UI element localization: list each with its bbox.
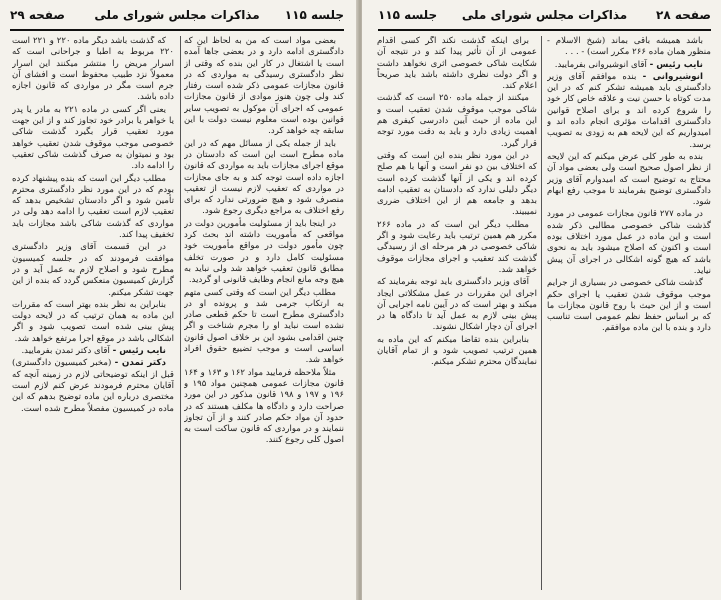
right-page-left-column bbox=[377, 36, 537, 592]
speaker-note: (مخبر کمیسیون دادگستری) bbox=[12, 358, 112, 369]
paragraph: بنابراین بنده تقاضا میکنم که این ماده به همین ترتیب تصویب شود و از تمام آقایان نمایندگان محترم تشکر میکنم. bbox=[377, 334, 537, 368]
left-page-number: صفحه ۲۹ bbox=[10, 8, 65, 22]
left-page bbox=[0, 0, 358, 600]
paragraph: میکنند از جمله ماده ۲۵۰ است که گذشت شاکی موجب موقوف شدن تعقیب است و این ماده از حیث آیین دادرسی کیفری هم اهمیت زیادی دارد و باید به دقت مورد توجه قرار گیرد. bbox=[377, 93, 537, 149]
paragraph: در این مورد نظر بنده این است که وقتی که اختلاف بین دو نفر است و آنها با هم صلح کرده اند و یکی از آنها گذشت کرده است دیگر دلیلی ندارد که دادستان به تعقیب ادامه بدهد و جامعه هم از این اختلاف ضرری نمیبیند. bbox=[377, 150, 537, 218]
speaker-name: نایب رئیس - bbox=[112, 346, 166, 357]
speaker-text: بنده موافقم آقای وزیر دادگستری باید همیشه تشکر کنم که در این مدت کوتاه با حسن نیت و علاقه خاص کار خود را شروع کرده اند و برای اصلاح قوانین دادگستری اقدامات مؤثری انجام داده اند و امیدواریم که این لایحه هم به زودی به تصویب برسد. bbox=[547, 71, 711, 150]
right-page-number: صفحه ۲۸ bbox=[656, 8, 711, 22]
speaker-line bbox=[12, 358, 174, 414]
paragraph: آقای وزیر دادگستری باید توجه بفرمایند که اجرای این مقررات در عمل مشکلاتی ایجاد میکند و بهتر است که در آیین نامه اجرایی آن پیش بینی لازم به عمل آید تا دادگاه ها در اجرای آن دچار اشکال نشوند. bbox=[377, 277, 537, 333]
paragraph: در اینجا باید از مسئولیت مأمورین دولت در مواقعی که مأموریت داشته اند بحث کرد چون مأمور دولت در مواقع مأموریت خود مسئولیت کامل دارد و در صورت تخلف مطابق قانون تعقیب خواهد شد ولی نباید به هیچ وجه مانع انجام وظایف قانونی او گردید. bbox=[184, 218, 344, 286]
paragraph: در این قسمت آقای وزیر دادگستری موافقت فرمودند که در جلسه کمیسیون مطرح شود و اصلاح لازم به عمل آید و در گزارش کمیسیون منعکس گردد که بنده از این جهت تشکر میکنم. bbox=[12, 242, 174, 298]
right-header-rule bbox=[378, 29, 711, 31]
speaker-line bbox=[547, 72, 711, 151]
left-page-left-column bbox=[12, 36, 174, 592]
speaker-line bbox=[547, 60, 711, 71]
paragraph: گذشت شاکی خصوصی در بسیاری از جرایم موجب موقوف شدن تعقیب یا اجرای حکم است و از این حیث با روح قانون مجازات ما که بر اساس حفظ نظم عمومی است تناسب دارد و بنده با این ماده موافقم. bbox=[547, 278, 711, 334]
speaker-name: نایب رئیس - bbox=[649, 59, 703, 70]
speaker-text: قبل از اینکه توضیحاتی لازم در زمینه آنچه که آقایان محترم فرمودند عرض کنم لازم است مختصری درباره این ماده توضیح بدهم که این ماده در کمیسیون مفصلاً مطرح شده است. bbox=[12, 369, 174, 414]
right-page bbox=[362, 0, 721, 600]
paragraph: باشد همیشه باقی بماند (شیخ الاسلام - منظور همان ماده ۲۶۶ مکرر است) - . . . bbox=[547, 36, 711, 58]
speaker-text: آقای انوشیروانی بفرمایید. bbox=[554, 59, 647, 70]
paragraph: که گذشت باشد دیگر ماده ۲۲۰ و ۲۲۱ است ۲۲۰ مربوط به اطبا و جراحانی است که اسرار مریض را منتشر میکنند این اسرار معمولاً نزد طبیب محفوظ است و افشای آن جرم است مگر در مواردی که قانون اجازه داده باشد. bbox=[12, 36, 174, 103]
paragraph: برای اینکه گذشت نکند اگر کسی اقدام عمومی از آن تأثیر پیدا کند و در نتیجه آن شکایت شاکی خصوصی اثری نخواهد داشت و اگر دولت نظری داشته باشد باید صریحاً اعلام کند. bbox=[377, 36, 537, 92]
left-page-journal-title: مذاکرات مجلس شورای ملی bbox=[94, 8, 260, 22]
right-page-journal-title: مذاکرات مجلس شورای ملی bbox=[461, 8, 628, 22]
paragraph: باید از جمله یکی از مسائل مهم که در این ماده مطرح است این است که دادستان در موقع اجرای مجازات باید به مواردی که قانون اجازه داده است توجه کند و به جای مجازات در مواردی که تعقیب لازم نیست از تعقیب منصرف شود و هیچ ضرورتی ندارد که برای رفع اختلاف به مراجع دیگری رجوع شود. bbox=[184, 138, 344, 217]
left-header-rule bbox=[10, 29, 344, 31]
left-page-header bbox=[10, 8, 344, 26]
left-column-divider bbox=[180, 36, 181, 590]
speaker-text: آقای دکتر تمدن بفرمایید. bbox=[21, 346, 110, 357]
paragraph: مثلاً ملاحظه فرمایید مواد ۱۶۲ و ۱۶۳ و ۱۶۴ قانون مجازات عمومی همچنین مواد ۱۹۵ و ۱۹۶ و ۱۹۷ و ۱۹۸ قانون مذکور در این مورد صراحت دارد و دادگاه ها مکلف هستند که در حدود آن مواد حکم صادر کنند و از آن تجاوز ننمایند و در مواردی که قانون ساکت است به اصول کلی رجوع کنند. bbox=[184, 367, 344, 446]
right-page-session: جلسه ۱۱۵ bbox=[378, 8, 438, 22]
paragraph: بعضی مواد است که من به لحاظ این که دادگستری ادامه دارد و در بعضی جاها آمده است یا اشتغال در کار این بنده که وقتی از نظر دادگستری رسیدگی به مواردی که در قانون مجازات عمومی ذکر شده است رفتار کند ولی چون هنوز موادی از قانون مجازات عمومی که اجرای آن موکول به تصویب سایر قوانین بوده است معلوم نیست دولت با این سابقه چه خواهد کرد. bbox=[184, 36, 344, 137]
paragraph: در ماده ۲۷۷ قانون مجازات عمومی در مورد گذشت شاکی خصوصی مطالبی ذکر شده است و این ماده در عمل مورد اختلاف بوده است و اکنون که اصلاح میشود باید به نحوی باشد که هیچ گونه اشکالی در اجرای آن پیش نیاید. bbox=[547, 209, 711, 276]
paragraph: مطلب دیگر این است که بنده پیشنهاد کرده بودم که در این مورد نظر دادگستری محترم تأمین شود و اگر دادستان تشخیص بدهد که تعقیب لازم است تعقیب را ادامه دهد ولی در مواردی که گذشت شاکی باشد مجازات باید تخفیف پیدا کند. bbox=[12, 173, 174, 241]
right-page-header bbox=[378, 8, 711, 26]
paragraph: بنده به طور کلی عرض میکنم که این لایحه از نظر اصول صحیح است ولی بعضی مواد آن محتاج به توضیح است که امیدوارم آقای وزیر دادگستری توضیح بفرمایند تا موجب رفع ابهام شود. bbox=[547, 151, 711, 208]
speaker-line bbox=[12, 346, 174, 357]
right-column-divider bbox=[541, 36, 542, 590]
paragraph: مطلب دیگر این است که وقتی کسی متهم به ارتکاب جرمی شد و پرونده او در دادگستری مطرح است تا حکم قطعی صادر نشده است نباید او را مجرم شناخت و اگر چنین اقدامی بشود این بر خلاف اصول قانون اساسی است و موجب تضییع حقوق افراد خواهد شد. bbox=[184, 287, 344, 366]
left-page-right-column bbox=[184, 36, 344, 592]
paragraph: بنابراین به نظر بنده بهتر است که مقررات این ماده به همان ترتیب که در لایحه دولت پیش بینی شده است تصویب شود و اگر اشکالی باشد در موقع اجرا مرتفع خواهد شد. bbox=[12, 299, 174, 344]
speaker-name: انوشیروانی - bbox=[642, 71, 704, 82]
left-page-session: جلسه ۱۱۵ bbox=[284, 8, 344, 22]
paragraph: یعنی اگر کسی در ماده ۲۲۱ به مادر یا پدر یا خواهر یا برادر خود تجاوز کند و از این جهت مورد تعقیب قرار بگیرد گذشت شاکی خصوصی موجب موقوف شدن تعقیب خواهد بود و نمیتوان به صرف گذشت شاکی تعقیب را ادامه داد. bbox=[12, 104, 174, 172]
speaker-name: دکتر تمدن - bbox=[114, 358, 166, 369]
right-page-right-column bbox=[547, 36, 711, 592]
paragraph: مطلب دیگر این است که در ماده ۲۶۶ مکرر هم همین ترتیب باید رعایت شود و اگر شاکی خصوصی در هر مرحله ای از رسیدگی گذشت کند تعقیب و اجرای مجازات موقوف خواهد شد. bbox=[377, 219, 537, 275]
